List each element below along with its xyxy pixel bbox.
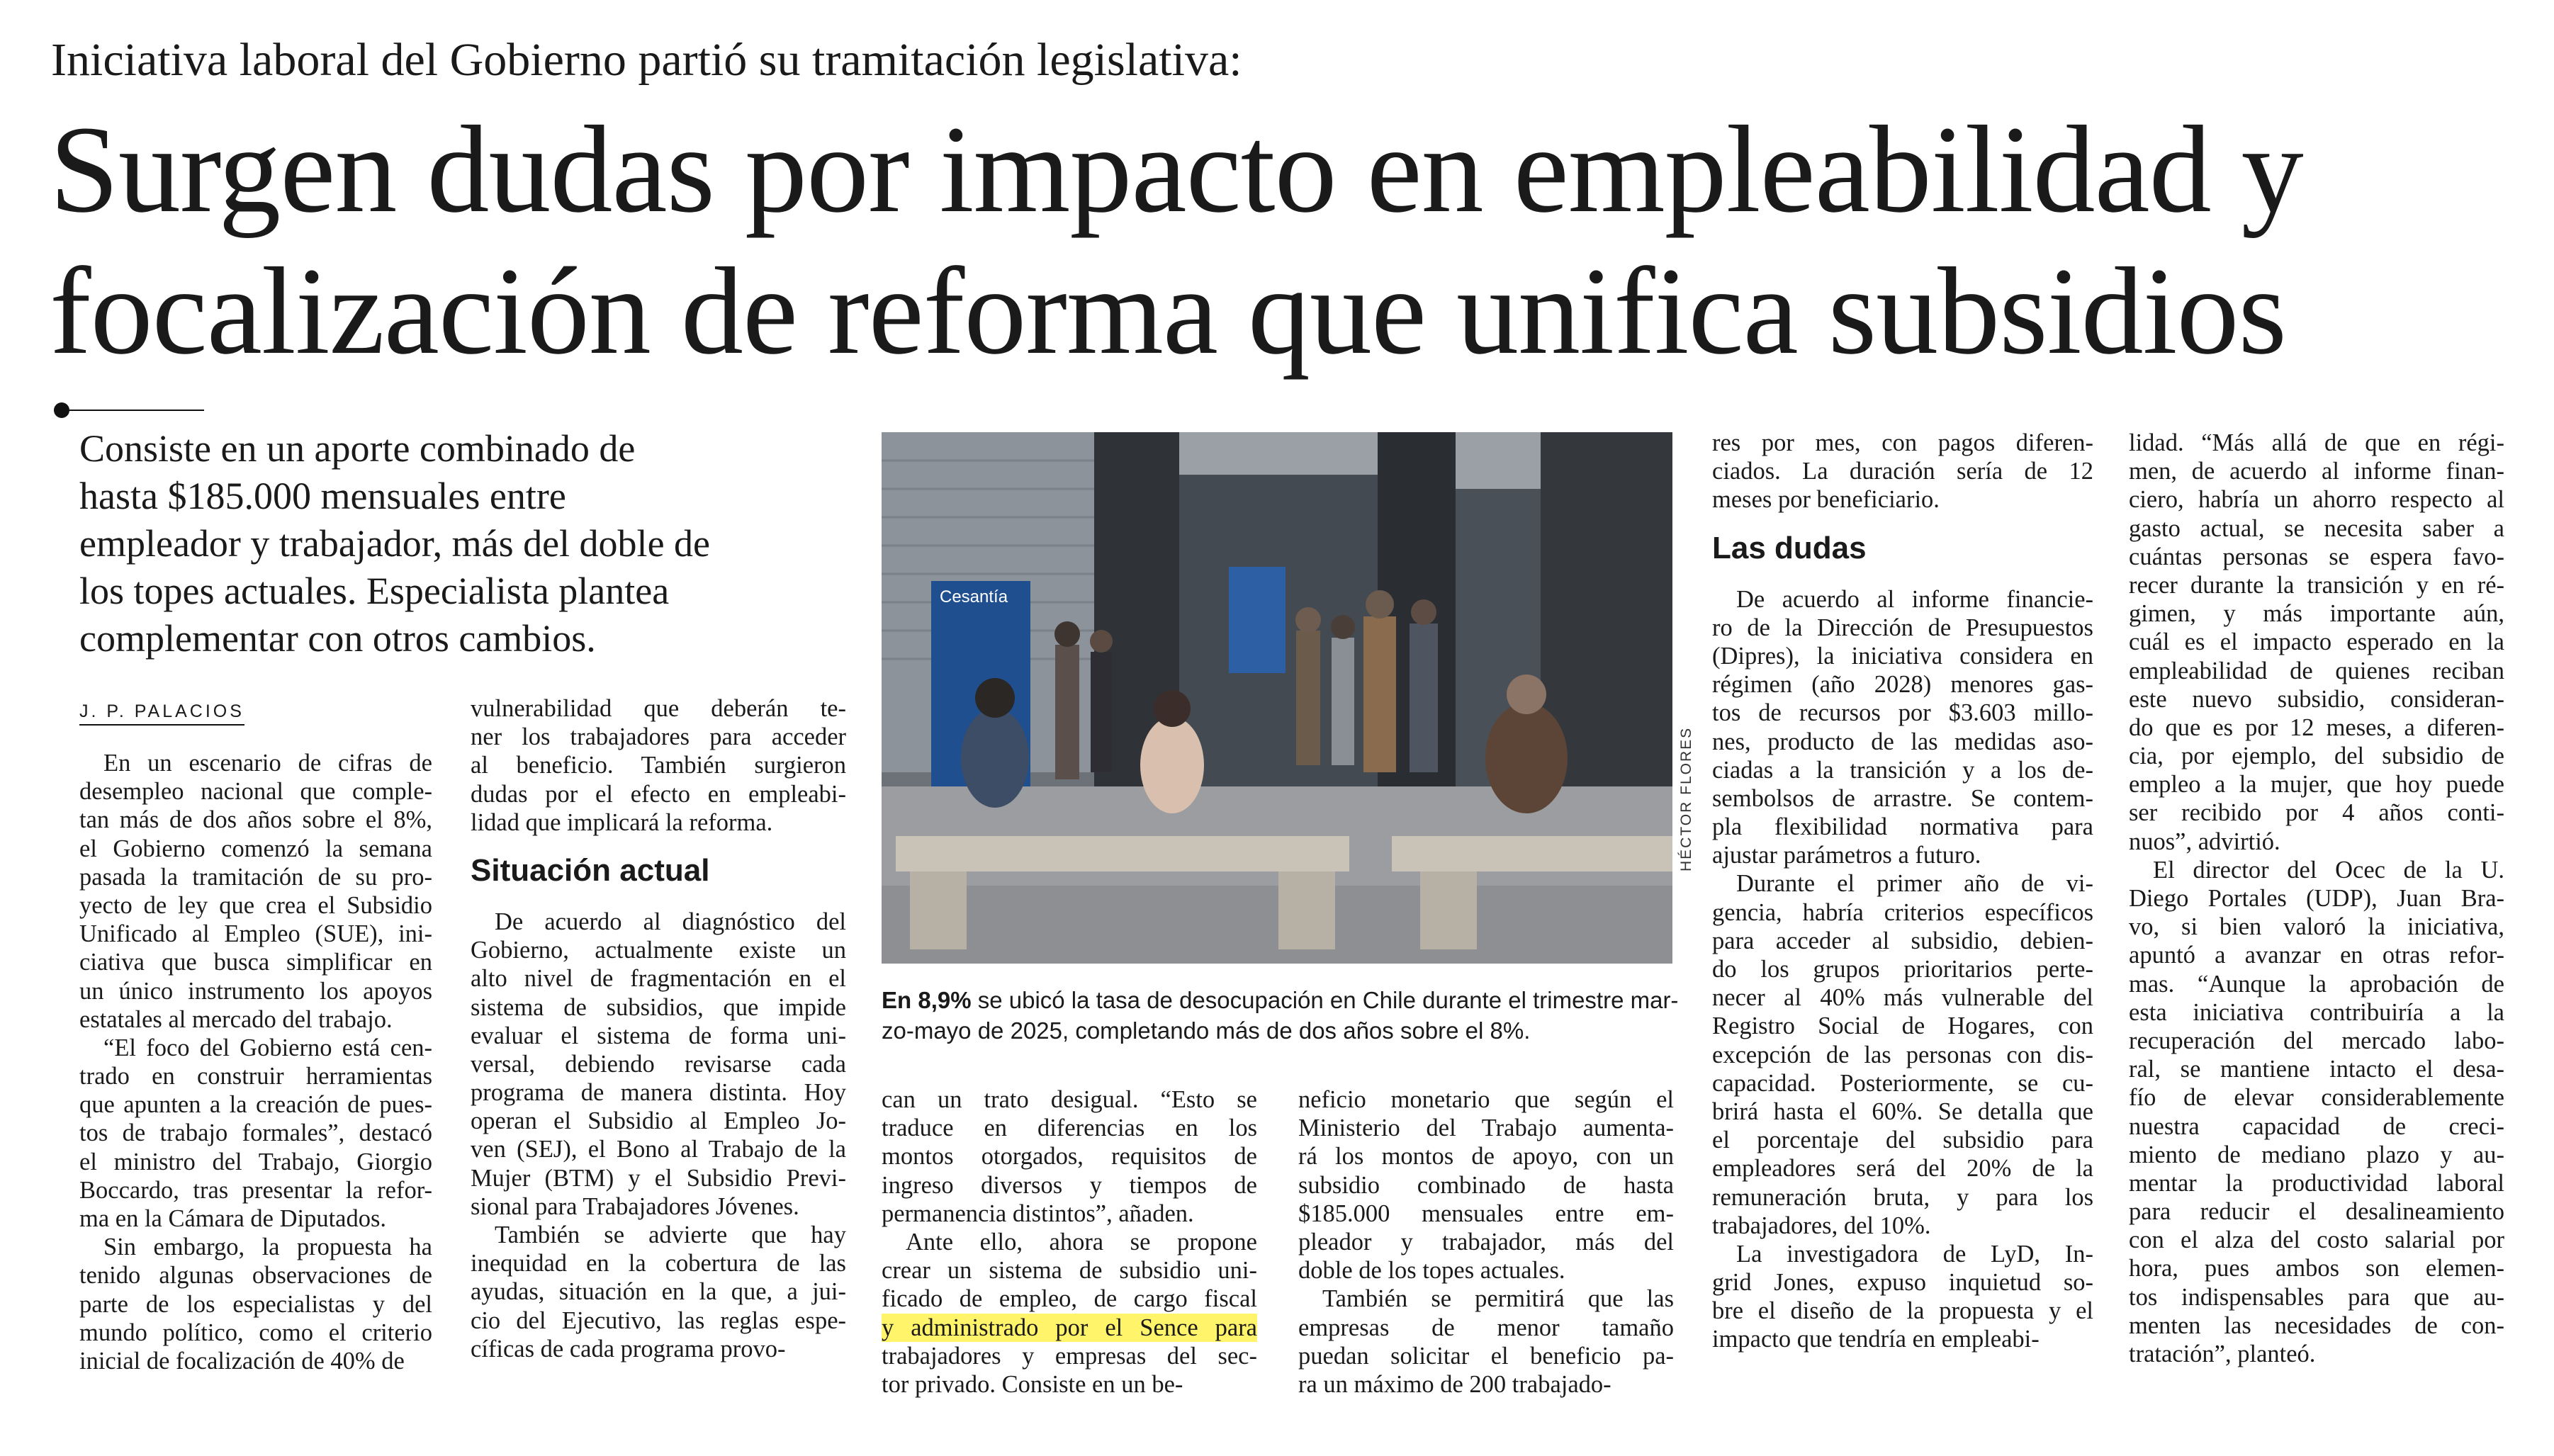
photo-caption: [882, 985, 1679, 1046]
text-line: ciados. La duración sería de 12: [1712, 458, 2093, 485]
text-line: ven (SEJ), el Bono al Trabajo de la: [471, 1136, 846, 1163]
caption-line-2: zo-mayo de 2025, completando más de dos años sobre el 8%.: [882, 1017, 1531, 1044]
text-line: De acuerdo al diagnóstico del: [495, 908, 846, 935]
text-line: ra un máximo de 200 trabajado-: [1298, 1370, 1611, 1398]
text-line: sistema de subsidios, que impide: [471, 993, 846, 1021]
text-line: mas. “Aunque la aprobación de: [2129, 970, 2504, 998]
text-line: subsidio combinado de hasta: [1298, 1171, 1674, 1199]
text-line: parte de los especialistas y del: [79, 1290, 432, 1318]
photo-credit: HÉCTOR FLORES: [1678, 726, 1694, 871]
text-line: el porcentaje del subsidio para: [1712, 1127, 2093, 1154]
text-line: menten las necesidades de con-: [2129, 1311, 2504, 1339]
text-line: trabajadores, del 10%.: [1712, 1212, 1931, 1239]
text-line: brirá hasta el 60%. Se detalla que: [1712, 1097, 2093, 1125]
text-line: recuperación del mercado labo-: [2129, 1027, 2504, 1054]
text-line: apuntó a avanzar en otras refor-: [2129, 942, 2504, 969]
text-line: El director del Ocec de la U.: [2153, 856, 2504, 884]
text-line: $185.000 mensuales entre em-: [1298, 1200, 1674, 1227]
lede-line: los topes actuales. Especialista plantea: [79, 570, 670, 612]
text-line: Ante ello, ahora se propone: [906, 1228, 1257, 1255]
text-line: También se permitirá que las: [1322, 1285, 1674, 1313]
text-line: En un escenario de cifras de: [103, 750, 432, 777]
text-line: este nuevo subsidio, consideran-: [2129, 685, 2504, 713]
text-line: Unificado al Empleo (SUE), ini-: [79, 920, 432, 948]
text-line: rá los montos de apoyo, con un: [1298, 1143, 1674, 1170]
text-line: men, de acuerdo al informe finan-: [2129, 458, 2504, 485]
text-line: estatales al mercado del trabajo.: [79, 1005, 393, 1033]
text-line: miento de mediano plazo y au-: [2129, 1141, 2504, 1168]
text-line: Durante el primer año de vi-: [1736, 870, 2093, 898]
text-line: lidad que implicará la reforma.: [471, 808, 773, 836]
text-line: excepción de las personas con dis-: [1712, 1041, 2093, 1068]
photo: [882, 432, 1672, 964]
lede: [79, 425, 866, 662]
text-line: Registro Social de Hogares, con: [1712, 1012, 2093, 1040]
text-line: dudas por el efecto en empleabi-: [471, 780, 846, 808]
text-line: el ministro del Trabajo, Giorgio: [79, 1148, 432, 1175]
text-line: ral, se mantiene intacto el desa-: [2129, 1056, 2504, 1083]
text-line: fío de elevar considerablemente: [2129, 1084, 2504, 1112]
subhead-situacion-actual: Situación actual: [471, 852, 710, 888]
text-line: con el alza del costo salarial por: [2129, 1226, 2504, 1254]
text-line: ner los trabajadores para acceder: [471, 723, 846, 751]
text-line: tos indispensables para que au-: [2129, 1283, 2504, 1311]
text-line: ajustar parámetros a futuro.: [1712, 842, 1981, 869]
text-line: impacto que tendría en empleabi-: [1712, 1326, 2040, 1353]
text-line: neficio monetario que según el: [1298, 1086, 1674, 1113]
text-line: necer al 40% más vulnerable del: [1712, 984, 2093, 1012]
text-line: grid Jones, expuso inquietud so-: [1712, 1269, 2093, 1297]
lede-line: empleador y trabajador, más del doble de: [79, 522, 710, 565]
text-line: gimen, y más importante aún,: [2129, 600, 2504, 628]
text-line: gencia, habría criterios específicos: [1712, 898, 2093, 926]
text-line: traduce en diferencias en los: [882, 1114, 1257, 1142]
text-line: lidad. “Más allá de que en régi-: [2129, 429, 2504, 456]
text-line: el Gobierno comenzó la semana: [79, 835, 432, 862]
text-line: y administrado por el Sence para: [882, 1314, 1257, 1341]
text-line: empleabilidad de quienes reciban: [2129, 657, 2504, 684]
text-line: cio del Ejecutivo, las reglas espe-: [471, 1307, 846, 1334]
text-line: Gobierno, actualmente existe un: [471, 937, 846, 964]
text-line: inicial de focalización de 40% de: [79, 1347, 405, 1375]
text-line: cuál es el impacto esperado en la: [2129, 628, 2504, 656]
text-line: vo, si bien valoró la iniciativa,: [2129, 913, 2504, 941]
text-line: pleador y trabajador, más del: [1298, 1228, 1674, 1255]
headline: [50, 99, 2516, 383]
text-line: ma en la Cámara de Diputados.: [79, 1205, 387, 1232]
text-line: (Dipres), la iniciativa considera en: [1712, 642, 2093, 670]
text-line: versal, debiendo revisarse cada: [471, 1050, 846, 1078]
text-line: ciativa que busca simplificar en: [79, 949, 432, 976]
column-4: [1298, 1085, 1674, 1399]
text-line: ro de la Dirección de Presupuestos: [1712, 614, 2093, 641]
caption-bold: En 8,9%: [882, 987, 972, 1013]
headline-line-1: Surgen dudas por impacto en empleabilidad y: [50, 101, 2303, 239]
photo-sign-text: Cesantía: [940, 587, 1008, 606]
column-6: [2129, 429, 2504, 1368]
text-line: inequidad en la cobertura de las: [471, 1250, 846, 1277]
text-line: La investigadora de LyD, In-: [1736, 1240, 2093, 1268]
text-line: Ministerio del Trabajo aumenta-: [1298, 1114, 1674, 1142]
text-line: esta iniciativa contribuiría a la: [2129, 998, 2504, 1026]
text-line: capacidad. Posteriormente, se cu-: [1712, 1069, 2093, 1097]
column-1: [79, 749, 432, 1375]
lede-line: complementar con otros cambios.: [79, 617, 596, 660]
text-line: tratación”, planteó.: [2129, 1341, 2316, 1367]
text-line: ciadas a la transición y a los de-: [1712, 756, 2093, 784]
text-line: pla flexibilidad normativa para: [1712, 813, 2093, 841]
text-line: puedan solicitar el beneficio pa-: [1298, 1342, 1674, 1370]
text-line: crear un sistema de subsidio uni-: [882, 1257, 1257, 1285]
kicker: Iniciativa laboral del Gobierno partió su tramitación legislativa:: [51, 34, 1242, 86]
text-line: cíficas de cada programa provo-: [471, 1335, 786, 1362]
column-5: [1712, 429, 2093, 1354]
text-line: doble de los topes actuales.: [1298, 1257, 1565, 1285]
text-line: programa de manera distinta. Hoy: [471, 1079, 846, 1107]
byline: J. P. PALACIOS: [79, 701, 244, 726]
text-line: al beneficio. También surgieron: [471, 752, 846, 779]
text-line: trado en construir herramientas: [79, 1063, 432, 1090]
text-line: montos otorgados, requisitos de: [882, 1143, 1257, 1170]
text-line: nuestra capacidad de creci-: [2129, 1112, 2504, 1140]
text-line: tos de trabajo formales”, destacó: [79, 1119, 432, 1147]
text-line: ayudas, situación en la que, a jui-: [471, 1278, 846, 1306]
lede-line: hasta $185.000 mensuales entre: [79, 475, 566, 517]
text-line: permanencia distintos”, añaden.: [882, 1200, 1194, 1227]
text-line: empleo a la mujer, que hoy puede: [2129, 771, 2504, 798]
text-line: ficado de empleo, de cargo fiscal: [882, 1285, 1257, 1313]
text-line: do que es por 12 meses, a diferen-: [2129, 713, 2504, 741]
text-line: tan más de dos años sobre el 8%,: [79, 806, 432, 834]
text-line: De acuerdo al informe financie-: [1736, 585, 2093, 613]
text-line: empresas de menor tamaño: [1298, 1314, 1674, 1341]
text-line: tenido algunas observaciones de: [79, 1262, 432, 1289]
text-line: evaluar el sistema de forma uni-: [471, 1022, 846, 1049]
text-line: gasto actual, se necesita saber a: [2129, 514, 2504, 542]
column-2: [471, 694, 846, 1363]
text-line: hora, pues ambos son elemen-: [2129, 1255, 2504, 1282]
text-line: operan el Subsidio al Empleo Jo-: [471, 1107, 846, 1135]
text-line: pasada la tramitación de su pro-: [79, 863, 432, 891]
text-line: mundo político, como el criterio: [79, 1319, 432, 1346]
text-line: empleadores será del 20% de la: [1712, 1155, 2093, 1183]
subhead-las-dudas: Las dudas: [1712, 530, 1867, 565]
rule-line: [69, 410, 204, 411]
text-line: yecto de ley que crea el Subsidio: [79, 891, 432, 919]
text-line: ser recibido por 4 años conti-: [2129, 799, 2504, 827]
text-line: que apunten a la creación de pues-: [79, 1091, 432, 1119]
text-line: cia, por ejemplo, del subsidio de: [2129, 743, 2504, 770]
text-line: sembolsos de arrastre. Se contem-: [1712, 784, 2093, 812]
text-line: meses por beneficiario.: [1712, 486, 1940, 514]
column-3: [882, 1085, 1257, 1399]
rule-dot: [54, 402, 69, 418]
caption-line-1: se ubicó la tasa de desocupación en Chile durante el trimestre mar-: [971, 987, 1679, 1013]
text-line: mentar la productividad laboral: [2129, 1169, 2504, 1197]
text-line: recer durante la transición y en ré-: [2129, 571, 2504, 599]
text-line: “El foco del Gobierno está cen-: [103, 1034, 432, 1061]
text-line: alto nivel de fragmentación en el: [471, 965, 846, 993]
text-line: Mujer (BTM) y el Subsidio Previ-: [471, 1164, 846, 1192]
text-line: para reducir el desalineamiento: [2129, 1198, 2504, 1226]
text-line: desempleo nacional que comple-: [79, 778, 432, 806]
headline-line-2: focalización de reforma que unifica subsidios: [50, 242, 2286, 380]
text-line: remuneración bruta, y para los: [1712, 1183, 2093, 1211]
text-line: sional para Trabajadores Jóvenes.: [471, 1192, 799, 1220]
text-line: tos de recursos por $3.603 millo-: [1712, 699, 2093, 727]
text-line: vulnerabilidad que deberán te-: [471, 695, 846, 722]
text-line: Sin embargo, la propuesta ha: [103, 1234, 432, 1261]
text-line: res por mes, con pagos diferen-: [1712, 429, 2093, 456]
text-line: cuántas personas se espera favo-: [2129, 543, 2504, 570]
text-line: tor privado. Consiste en un be-: [882, 1370, 1183, 1398]
text-line: ciero, habría un ahorro respecto al: [2129, 486, 2504, 514]
text-line: do los grupos prioritarios perte-: [1712, 956, 2093, 983]
text-line: ingreso diversos y tiempos de: [882, 1171, 1257, 1199]
text-line: para acceder al subsidio, debien-: [1712, 927, 2093, 954]
text-line: nuos”, advirtió.: [2129, 828, 2280, 855]
text-line: trabajadores y empresas del sec-: [882, 1342, 1257, 1370]
text-line: can un trato desigual. “Esto se: [882, 1086, 1257, 1113]
text-line: Boccardo, tras presentar la refor-: [79, 1176, 432, 1204]
lede-line: Consiste en un aporte combinado de: [79, 427, 636, 470]
text-line: nes, producto de las medidas aso-: [1712, 728, 2093, 755]
text-line: Diego Portales (UDP), Juan Bra-: [2129, 885, 2504, 912]
text-line: bre el diseño de la propuesta y el: [1712, 1297, 2093, 1325]
text-line: un único instrumento los apoyos: [79, 977, 432, 1005]
text-line: También se advierte que hay: [495, 1221, 846, 1248]
text-line: régimen (año 2028) menores gas-: [1712, 671, 2093, 699]
